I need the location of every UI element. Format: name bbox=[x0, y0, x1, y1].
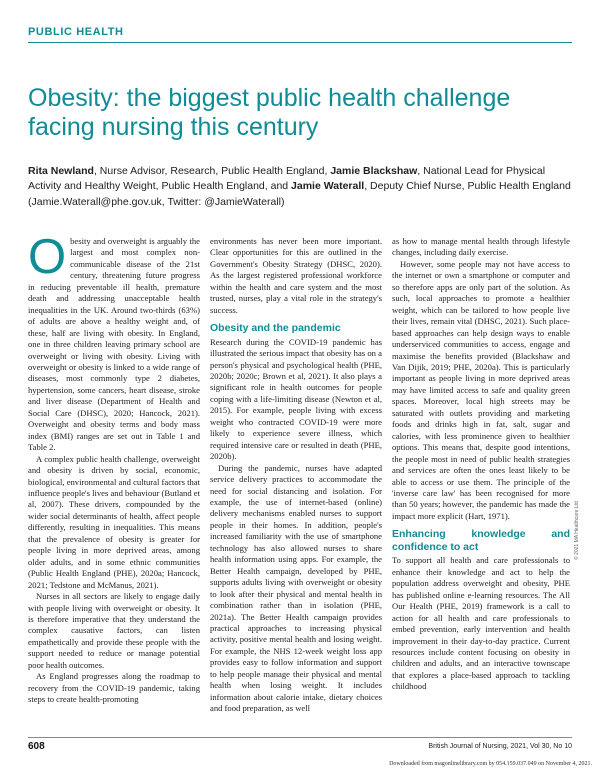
header-divider bbox=[28, 42, 572, 43]
body-paragraph: A complex public health challenge, overweight and obesity is driven by social, economic, biological, environmental and cultural factors that influence people's lives and behaviour (Butland et al, 2007). These drivers, compounded by the wider social determinants of health, affect people differently, resulting in inequalities. This means that the prevalence of obesity is greater for people living in more deprived areas, among older adults, and in some ethnic communities (Public Health England (PHE), 2020a; Hancock, 2021; Tedstone and McManus, 2021). bbox=[28, 453, 200, 590]
body-paragraph: Research during the COVID-19 pandemic has illustrated the serious impact that obesity has on a person's physical and psychological health (PHE, 2020b; 2020c; Brown et al, 2021). It also plays a significant role in health outcomes for people coping with a life-limiting disease (Newton et al, 2015). For example, people living with excess weight who contracted COVID-19 were more likely to experience severe illness, which required intensive care or resulted in death (PHE, 2020b). bbox=[210, 336, 382, 462]
page-number: 608 bbox=[28, 741, 45, 752]
body-paragraph: as how to manage mental health through lifestyle changes, including daily exercise. bbox=[392, 236, 570, 258]
drop-cap: O bbox=[28, 230, 67, 284]
body-paragraph: During the pandemic, nurses have adapted service delivery practices to accommodate the need for social distancing and isolation. For example, the use of internet-based (online) delivery mechanisms enabled nurses to support people in their homes. In addition, people's increased familiarity with the use of smartphone technology has also allowed nurses to share health information using apps. For example, the Better Health campaign, developed by PHE, supports adults living with overweight or obesity to look after their physical and mental health in combination rather than in isolation (PHE, 2021a). The Better Health campaign provides practical approaches to increasing physical activity, positive mental health and losing weight. For example, the NHS 12-week weight loss app provides easy to follow information and support to help people manage their physical and mental health when losing weight. It includes information about calorie intake, dietary choices and food preparation, as well bbox=[210, 462, 382, 714]
author-role: , Nurse Advisor, Research, Public Health England, bbox=[93, 165, 331, 177]
body-column-1 bbox=[28, 230, 200, 706]
section-heading: Obesity and the pandemic bbox=[210, 322, 341, 335]
journal-citation: British Journal of Nursing, 2021, Vol 30, No 10 bbox=[428, 743, 572, 750]
body-paragraph: To support all health and care professionals to enhance their knowledge and act to help the population address overweight and obesity, PHE has published online e-learning resources. The All Our Health (PHE, 2019) framework is a call to action for all health and care professionals to embed prevention, early intervention and health improvement in their day-to-day practice. Current resources include content focusing on obesity in children and adults, and an interactive townscape that explores a place-based approach to tackling childhood bbox=[392, 555, 570, 692]
author-name: Jamie Blackshaw bbox=[330, 165, 418, 177]
author-role: , Deputy Chief Nurse, Public Health England (Jamie.Waterall@phe.gov.uk, Twitter: @JamieWaterall) bbox=[28, 180, 571, 208]
body-paragraph: As England progresses along the roadmap to recovery from the COVID-19 pandemic, taking steps to create health-promoting bbox=[28, 671, 200, 705]
body-column-2 bbox=[210, 236, 382, 715]
body-paragraph: environments has never been more important. Clear opportunities for this are outlined in the Government's Obesity Strategy (DHSC, 2020). As the largest registered professional workforce within the health and care system and the most trusted, nurses, play a vital role in the strategy's success. bbox=[210, 236, 382, 315]
body-paragraph: Obesity and overweight is arguably the largest and most complex non-communicable disease of the 21st century, threatening future progress in reducing preventable ill health, premature death and addressing unacceptable health inequalities in the UK. Around two-thirds (63%) of adults are above a healthy weight and, of these, half are living with obesity. In England, one in three children leaving primary school are overweight or living with obesity. Living with overweight or obesity is linked to a wide range of diseases, most commonly type 2 diabetes, hypertension, some cancers, heart disease, stroke and liver disease (Department of Health and Social Care (DHSC), 2020; Hancock, 2021). Overweight and obesity terms and body mass index (BMI) ranges are set out in Table 1 and Table 2. bbox=[28, 230, 200, 453]
section-heading: Enhancing knowledge and confidence to act bbox=[392, 528, 570, 553]
author-list bbox=[28, 164, 576, 210]
body-column-3 bbox=[392, 236, 570, 693]
download-notice: Downloaded from magonlinelibrary.com by 054.159.037.049 on November 4, 2021. bbox=[389, 761, 592, 767]
copyright-notice: © 2021 MA Healthcare Ltd bbox=[574, 501, 580, 560]
body-paragraph: However, some people may not have access to the internet or own a smartphone or computer and so therefore apps are only part of the solution. As such, local approaches to promote a healthier weight, which can be tailored to how people live their lives, remain vital (DHSC, 2021). Such place-based approaches can help design ways to enable underserviced communities to access, engage and maximise the benefits provided (Blackshaw and Van Dijik, 2019; PHE, 2020a). This is particularly important as people living in more deprived areas may have limited access to safe and quality green spaces. Moreover, local high streets may be saturated with outlets providing and marketing foods and drinks high in fat, salt, sugar and calories, with less prominence given to healthier options. This means that, despite good intentions, the people most in need of public health strategies and services are often the ones least likely to be able to access or use them. The principle of the 'inverse care law' has been recognised for more than 50 years; however, the pandemic has made the impact more explicit (Hart, 1971). bbox=[392, 258, 570, 521]
body-paragraph: Nurses in all sectors are likely to engage daily with people living with overweight or obesity. It is therefore imperative that they understand the complex causative factors, can listen empathetically and provide these people with the support needed to reduce or manage potential poor health outcomes. bbox=[28, 591, 200, 670]
article-title: Obesity: the biggest public health challenge facing nursing this century bbox=[28, 84, 511, 141]
section-label: PUBLIC HEALTH bbox=[28, 26, 124, 38]
author-name: Rita Newland bbox=[28, 165, 94, 177]
footer-divider bbox=[28, 737, 572, 738]
author-role: , National Lead for Physical Activity and Healthy Weight, Public Health England, and bbox=[28, 165, 546, 193]
author-name: Jamie Waterall bbox=[291, 180, 365, 193]
